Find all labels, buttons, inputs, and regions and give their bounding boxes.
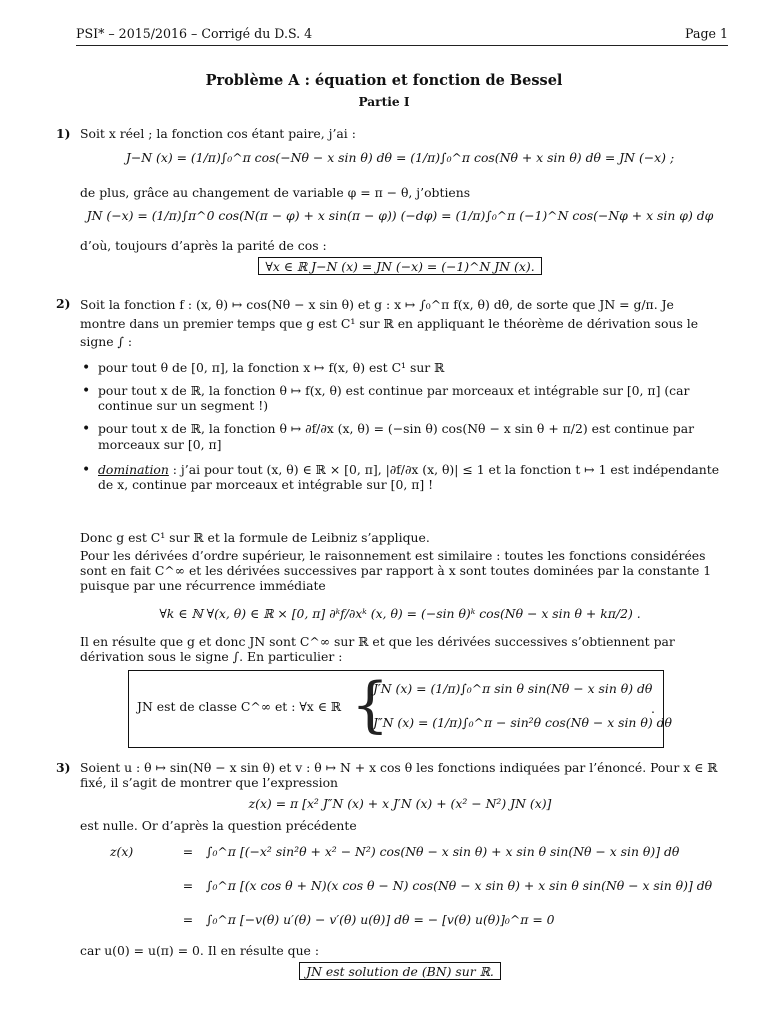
header-page-number: Page 1 [685, 26, 728, 41]
domination-text: : j’ai pour tout (x, θ) ∈ ℝ × [0, π], |∂f/∂x (x, θ)| ≤ 1 et la fonction t ↦ 1 est indépendante de x, continue par morceaux et intégrable sur [0, π] ! [98, 461, 720, 492]
question-3-derivation-row [110, 912, 710, 927]
row-equals: = [182, 912, 194, 927]
row-rhs: ∫₀^π [(−x² sin²θ + x² − N²) cos(Nθ − x sin θ) + x sin θ sin(Nθ − x sin θ)] dθ [206, 844, 680, 859]
hypothesis-item: • pour tout x de ℝ, la fonction θ ↦ f(x, θ) est continue par morceaux et intégrable sur [0, π] (car continue sur un segment !) [80, 383, 720, 413]
question-2-number: 2) [56, 296, 71, 311]
box-class-statement: JN est de classe C^∞ et : ∀x ∈ ℝ [137, 699, 342, 714]
question-3-expression: z(x) = π [x² J″N (x) + x J′N (x) + (x² − N²) JN (x)] [248, 796, 552, 811]
header-rule [76, 45, 728, 46]
question-2-boxed-result [128, 670, 672, 748]
question-2-hypotheses [80, 360, 720, 500]
row-equals: = [182, 878, 194, 893]
question-1-result [80, 257, 720, 275]
question-1-text-3: d’où, toujours d’après la parité de cos : [80, 238, 327, 253]
box-second-derivative: J″N (x) = (1/π)∫₀^π − sin²θ cos(Nθ − x sin θ) dθ [373, 715, 672, 730]
header-course: PSI* – 2015/2016 – Corrigé du D.S. 4 [76, 26, 313, 41]
question-3-derivation-row [110, 878, 713, 893]
question-3-number: 3) [56, 760, 71, 775]
domination-label: domination [98, 461, 169, 477]
question-3-text-nulle: est nulle. Or d’après la question précédente [80, 818, 357, 833]
box-period: . [651, 701, 655, 716]
hypothesis-item-domination [80, 462, 720, 492]
question-3-intro: Soient u : θ ↦ sin(Nθ − x sin θ) et v : θ ↦ N + x cos θ les fonctions indiquées par l’énoncé. Pour x ∈ ℝ fixé, il s’agit de montrer que l’expression [80, 760, 718, 791]
question-2-leibniz: Donc g est C¹ sur ℝ et la formule de Leibniz s’applique. [80, 530, 430, 545]
question-2-intro: Soit la fonction f : (x, θ) ↦ cos(Nθ − x sin θ) et g : x ↦ ∫₀^π f(x, θ) dθ, de sorte que JN = g/π. Je montre dans un premier temps que g est C¹ sur ℝ en appliquant le théorème de dérivation sous le signe ∫ : [80, 297, 699, 350]
row-equals: = [182, 844, 194, 859]
problem-title: Problème A : équation et fonction de Bessel [205, 72, 563, 89]
question-2-equation-k: ∀k ∈ ℕ ∀(x, θ) ∈ ℝ × [0, π] ∂ᵏf/∂xᵏ (x, θ) = (−sin θ)ᵏ cos(Nθ − x sin θ + kπ/2) . [159, 606, 641, 621]
row-lhs: z(x) [110, 844, 134, 859]
question-3-text-car: car u(0) = u(π) = 0. Il en résulte que : [80, 943, 320, 958]
question-3-derivation-row [110, 844, 710, 859]
question-1-equation-1: J−N (x) = (1/π)∫₀^π cos(−Nθ − x sin θ) dθ = (1/π)∫₀^π cos(Nθ + x sin θ) dθ = JN (−x) ; [125, 150, 675, 165]
question-1-equation-2: JN (−x) = (1/π)∫π^0 cos(N(π − φ) + x sin(π − φ)) (−dφ) = (1/π)∫₀^π (−1)^N cos(−Nφ + x sin φ) dφ [86, 208, 714, 223]
question-3-result [80, 962, 720, 980]
question-1-text-2: de plus, grâce au changement de variable φ = π − θ, j’obtiens [80, 185, 471, 200]
row-rhs: ∫₀^π [−v(θ) u′(θ) − v′(θ) u(θ)] dθ = − [v(θ) u(θ)]₀^π = 0 [206, 912, 555, 927]
question-2-result-text: Il en résulte que g et donc JN sont C^∞ sur ℝ et que les dérivées successives s’obtiennent par dérivation sous le signe ∫. En particulier : [80, 634, 675, 665]
question-1-boxed-result: ∀x ∈ ℝ J−N (x) = JN (−x) = (−1)^N JN (x). [258, 257, 541, 275]
question-1-intro: Soit x réel ; la fonction cos étant paire, j’ai : [80, 126, 356, 141]
box-first-derivative: J′N (x) = (1/π)∫₀^π sin θ sin(Nθ − x sin θ) dθ [373, 681, 653, 696]
question-1-number: 1) [56, 126, 71, 141]
page-header [76, 26, 728, 41]
left-brace: { [351, 670, 390, 740]
part-title: Partie I [358, 95, 410, 109]
hypothesis-item: • pour tout θ de [0, π], la fonction x ↦ f(x, θ) est C¹ sur ℝ [80, 360, 720, 375]
question-3-boxed-result: JN est solution de (BN) sur ℝ. [299, 962, 501, 980]
question-2-higher-derivatives: Pour les dérivées d’ordre supérieur, le raisonnement est similaire : toutes les fonctions considérées sont en fait C^∞ et les dérivées successives par rapport à x sont toutes dominées par la constante 1 puisque par une récurrence immédiate [80, 548, 712, 594]
hypothesis-item: • pour tout x de ℝ, la fonction θ ↦ ∂f/∂x (x, θ) = (−sin θ) cos(Nθ − x sin θ + π/2) est continue par morceaux sur [0, π] [80, 421, 720, 451]
row-rhs: ∫₀^π [(x cos θ + N)(x cos θ − N) cos(Nθ − x sin θ) + x sin θ sin(Nθ − x sin θ)] dθ [206, 878, 713, 893]
